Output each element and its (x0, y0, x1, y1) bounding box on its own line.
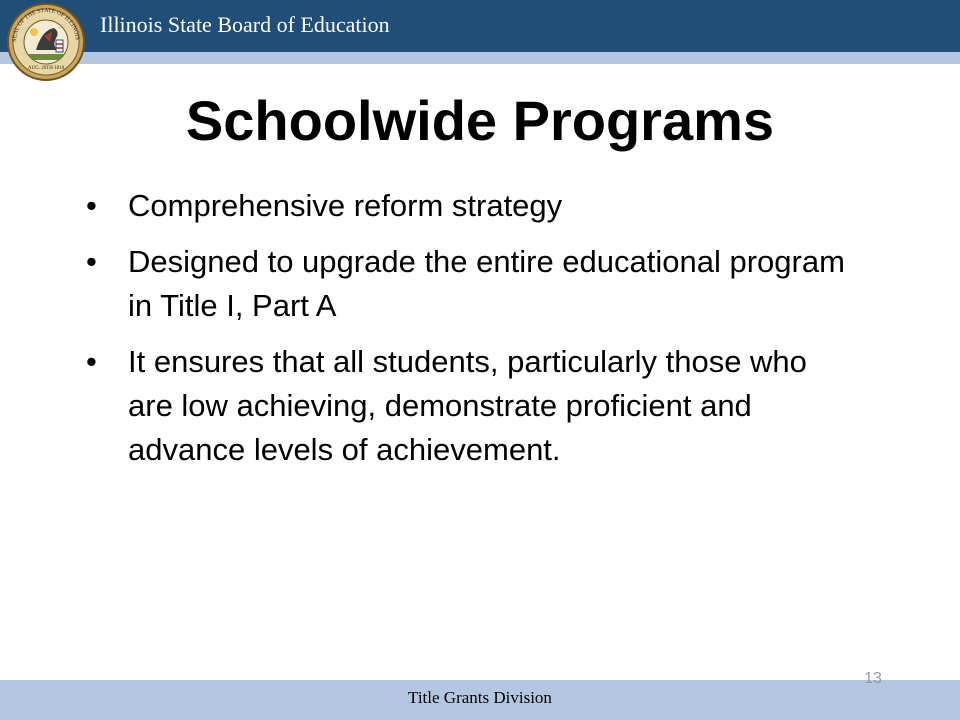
bullet-text: Designed to upgrade the entire educational program in Title I, Part A (128, 244, 845, 323)
bullet-list (86, 184, 856, 484)
bullet-item (86, 340, 856, 472)
seal-date-text: AUG. 26TH 1818 (27, 66, 65, 71)
bullet-marker: • (86, 188, 97, 223)
page-number: 13 (864, 670, 882, 687)
bullet-text: It ensures that all students, particularly those who are low achieving, demonstrate proficient and advance levels of achievement. (128, 344, 807, 467)
header-stripe (0, 52, 960, 64)
bullet-marker: • (86, 244, 97, 279)
bullet-marker: • (86, 344, 97, 379)
bullet-item (86, 240, 856, 328)
bullet-item (86, 184, 856, 228)
seal-ring-text: SEAL OF THE STATE OF ILLINOIS (11, 7, 80, 43)
slide-title: Schoolwide Programs (185, 89, 775, 152)
footer-division: Title Grants Division (408, 688, 552, 707)
organization-name: Illinois State Board of Education (100, 12, 390, 37)
bullet-text: Comprehensive reform strategy (128, 188, 563, 223)
illinois-seal-icon (6, 2, 86, 82)
